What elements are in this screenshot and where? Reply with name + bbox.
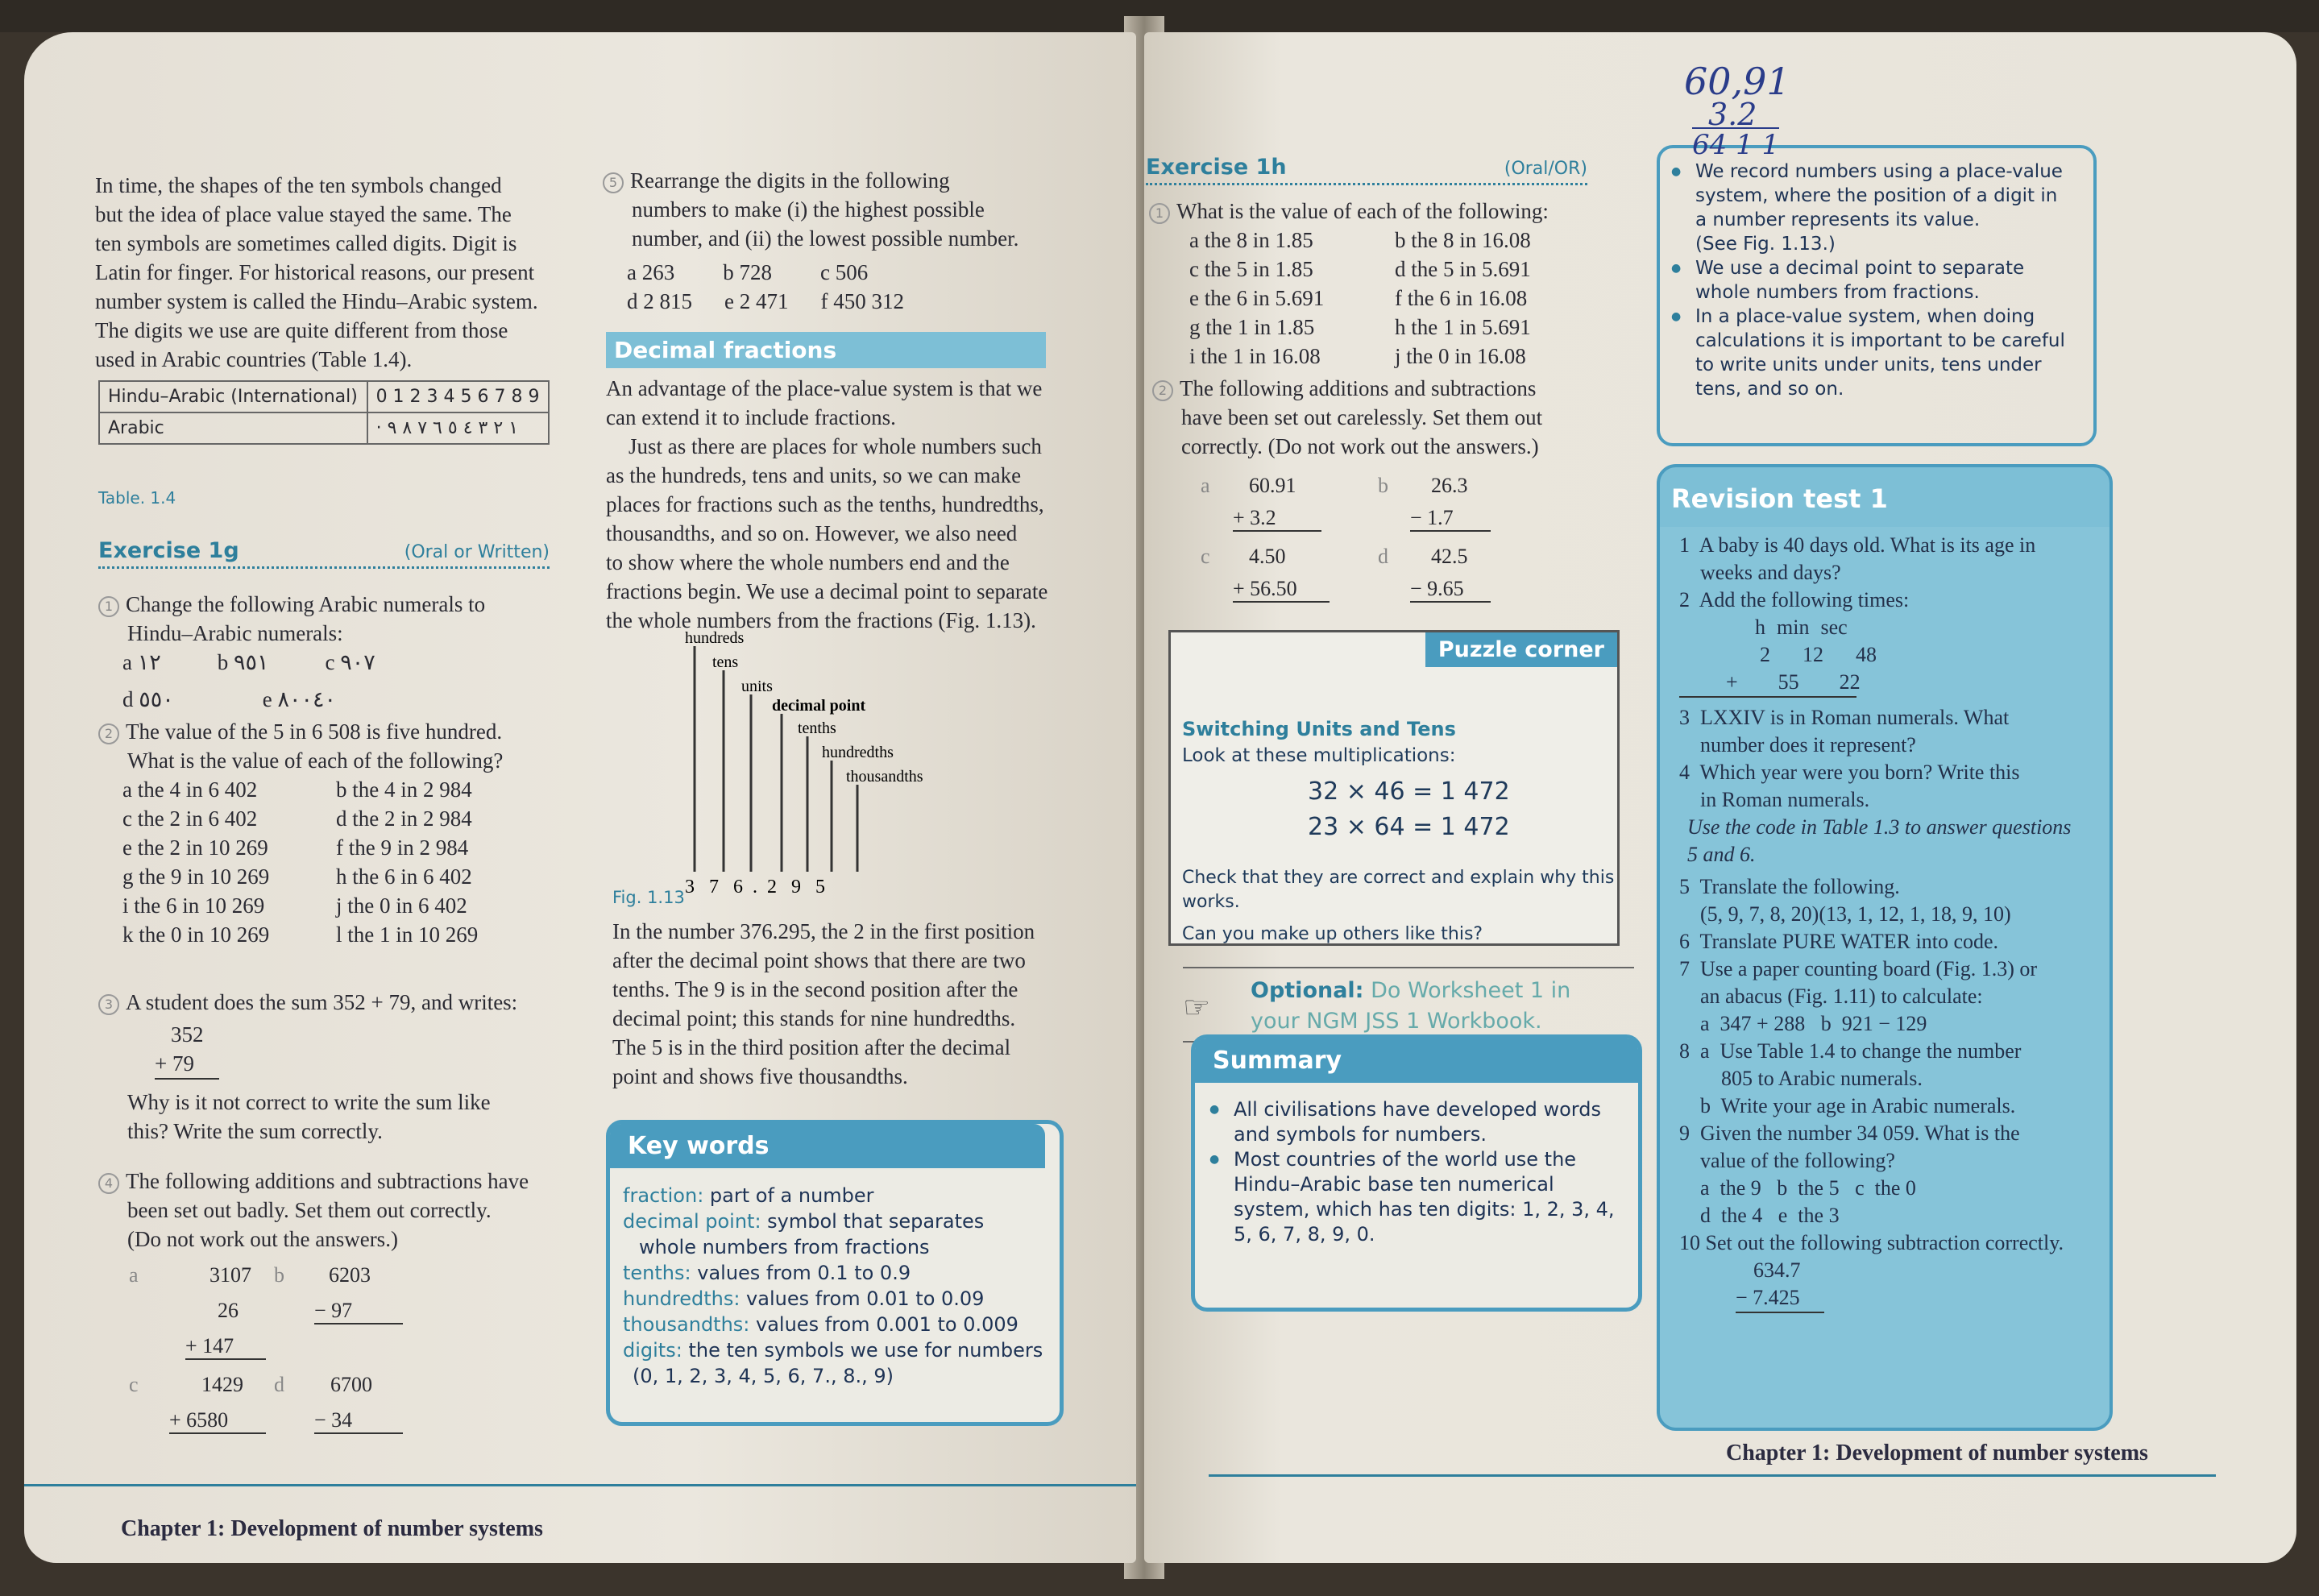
fig-label-tenths: tenths (798, 719, 836, 737)
revision-line: 2 Add the following times: (1679, 588, 1910, 611)
question-text: (Do not work out the answers.) (127, 1227, 398, 1251)
answer-item: b the 4 in 2 984 (336, 777, 472, 802)
question-number: 1 (98, 596, 119, 617)
sum-line: 3107 (209, 1263, 251, 1287)
handwritten-note: 60,91 (1684, 60, 1790, 103)
answer-item: e the 2 in 10 269 (122, 835, 268, 860)
question-text: this? Write the sum correctly. (127, 1119, 383, 1143)
answer-item: d the 5 in 5.691 (1395, 257, 1531, 281)
keyword-def: (0, 1, 2, 3, 4, 5, 6, 7., 8., 9) (633, 1365, 894, 1387)
puzzle-text: Can you make up others like this? (1182, 924, 1483, 944)
pointing-hand-icon: ☞ (1183, 989, 1211, 1025)
intro-paragraph (95, 171, 579, 374)
time-unit: h (1755, 616, 1765, 639)
exercise-title: Exercise 1g (98, 538, 239, 563)
question-1h-1 (1149, 197, 1600, 371)
keyword-def: values from 0.001 to 0.009 (749, 1313, 1018, 1336)
answer-item: e the 6 in 5.691 (1189, 286, 1325, 310)
subtraction-line: 634.7 (1753, 1258, 1801, 1282)
question-text: have been set out carelessly. Set them out (1181, 405, 1543, 429)
intro-line: used in Arabic countries (Table 1.4). (95, 347, 413, 371)
right-footer: Chapter 1: Development of number systems (1726, 1441, 2148, 1465)
time-value: 48 (1856, 643, 1877, 666)
revision-instruction: 5 and 6. (1687, 843, 1756, 866)
sum-line: 6700 (330, 1373, 372, 1396)
answer-item: f 450 312 (820, 289, 904, 313)
fig-label-hundreds: hundreds (685, 630, 745, 647)
answer-item: g the 9 in 10 269 (122, 864, 270, 889)
part-letter: a (1201, 474, 1210, 497)
revision-line: 10 Set out the following subtraction correctly. (1679, 1231, 2064, 1254)
revision-line: 9 Given the number 34 059. What is the (1679, 1121, 2020, 1145)
body-line: point and shows five thousandths. (612, 1064, 908, 1088)
table-arabic-digits: · ١ ٢ ٣ ٤ ٥ ٦ ٧ ٨ ٩ (367, 412, 549, 444)
keyword-term: decimal point: (623, 1210, 761, 1233)
revision-line: number does it represent? (1679, 733, 1916, 757)
answer-item: d ٥٥٠ (122, 687, 174, 711)
part-letter: b (274, 1263, 284, 1287)
decimal-explanation (612, 917, 1112, 1091)
answer-item: l the 1 in 10 269 (336, 922, 479, 947)
exercise-title: Exercise 1h (1146, 155, 1287, 180)
sum-line: 4.50 (1249, 545, 1286, 568)
body-line: thousandths, and so on. However, we also need (606, 521, 1018, 545)
revision-test-box (1657, 464, 2113, 1431)
answer-item: d the 2 in 2 984 (336, 806, 472, 831)
answer-item: c the 2 in 6 402 (122, 806, 258, 831)
puzzle-text: Look at these multiplications: (1182, 745, 1456, 766)
question-number: 5 (603, 172, 624, 193)
answer-item: k the 0 in 10 269 (122, 922, 270, 947)
summary-line: ● Most countries of the world use the (1234, 1148, 1577, 1171)
revision-line: an abacus (Fig. 1.11) to calculate: (1679, 985, 1983, 1008)
keyword-term: thousandths: (623, 1313, 750, 1336)
body-line: the whole numbers from the fractions (Fig. 1.13). (606, 608, 1036, 632)
notes-box (1657, 145, 2097, 446)
revision-line: 7 Use a paper counting board (Fig. 1.3) or (1679, 957, 2038, 980)
body-line: after the decimal point shows that there are two (612, 948, 1026, 972)
summary-line: Hindu–Arabic base ten numerical (1234, 1173, 1554, 1196)
exercise-tag: (Oral or Written) (404, 542, 550, 562)
optional-text: Do Worksheet 1 in (1363, 978, 1571, 1003)
revision-line: in Roman numerals. (1679, 788, 1870, 811)
decimal-fractions-heading: Decimal fractions (606, 332, 1046, 368)
summary-box (1191, 1034, 1642, 1312)
revision-line: 805 to Arabic numerals. (1679, 1067, 1923, 1090)
summary-item (1209, 1097, 1627, 1147)
body-line: as the hundreds, tens and units, so we can make (606, 463, 1022, 487)
question-number: 2 (98, 723, 119, 744)
time-value: 12 (1803, 643, 1823, 666)
key-words-box (606, 1120, 1064, 1426)
puzzle-equation: 23 × 64 = 1 472 (1308, 813, 1510, 841)
numeral-table (98, 380, 550, 445)
handwritten-note: 3.2 (1708, 97, 1757, 132)
summary-line: 5, 6, 7, 8, 9, 0. (1234, 1223, 1375, 1246)
keyword-def: whole numbers from fractions (639, 1236, 930, 1258)
question-text: A student does the sum 352 + 79, and writes: (126, 990, 518, 1014)
fig-digits: 3 7 6 . 2 9 5 (685, 877, 825, 896)
intro-line: The digits we use are quite different from those (95, 318, 508, 342)
part-letter: c (1201, 545, 1210, 568)
times-row (1679, 669, 1861, 698)
keyword-term: hundredths: (623, 1287, 741, 1310)
q2h-part-a (1201, 474, 1378, 529)
puzzle-instructions (1182, 866, 1614, 947)
handwritten-note: 64 1 1 (1692, 129, 1780, 161)
q2h-part-b (1378, 474, 1555, 529)
revision-test-title: Revision test 1 (1671, 483, 1888, 514)
keyword-def: values from 0.01 to 0.09 (740, 1287, 985, 1310)
body-line: to show where the whole numbers end and the (606, 550, 1010, 574)
summary-line: and symbols for numbers. (1234, 1123, 1487, 1146)
revision-line: weeks and days? (1679, 561, 1841, 584)
answer-item: b ٩٥١ (217, 650, 269, 674)
time-value: 55 (1778, 670, 1799, 694)
answer-item: e ٨٠٠٤٠ (262, 687, 337, 711)
note-line: tens, and so on. (1695, 379, 1844, 400)
time-unit: sec (1820, 616, 1848, 639)
table-hindu-arabic-digits: 0 1 2 3 4 5 6 7 8 9 (367, 381, 549, 412)
q4-part-d (274, 1373, 483, 1432)
fig-label-tens: tens (712, 653, 739, 671)
body-line: places for fractions such as the tenths, hundredths, (606, 492, 1044, 516)
decimal-text (606, 374, 1106, 635)
right-page (1144, 32, 2296, 1563)
fig-label-thousandths: thousandths (846, 768, 923, 786)
answer-item: i the 6 in 10 269 (122, 893, 265, 918)
answer-item: h the 6 in 6 402 (336, 864, 472, 889)
question-text: been set out badly. Set them out correctly. (127, 1198, 492, 1222)
times-header (1679, 614, 2114, 641)
sum-line: − 1.7 (1410, 506, 1491, 532)
answer-item: a ١٢ (122, 650, 161, 674)
sum-line: + 56.50 (1233, 577, 1330, 603)
question-text: Rearrange the digits in the following (630, 168, 950, 193)
answer-item: b 728 (723, 260, 772, 284)
intro-line: ten symbols are sometimes called digits. Digit is (95, 231, 517, 255)
question-1 (98, 590, 582, 714)
key-words-list (610, 1168, 1060, 1389)
puzzle-corner-title: Puzzle corner (1425, 632, 1617, 667)
sum-line: − 34 (314, 1408, 403, 1434)
puzzle-equation: 32 × 46 = 1 472 (1308, 777, 1510, 806)
sum-line: 352 (171, 1022, 204, 1047)
sum-line: + 6580 (169, 1408, 266, 1434)
answer-item: i the 1 in 16.08 (1189, 344, 1321, 368)
summary-list (1195, 1083, 1638, 1247)
note-line: whole numbers from fractions. (1695, 282, 1980, 303)
question-4 (98, 1167, 598, 1254)
question-text: Why is it not correct to write the sum like (127, 1090, 491, 1114)
sum-line: 26 (218, 1299, 239, 1322)
sum-line: + 79 (155, 1049, 219, 1080)
answer-item: a 263 (627, 260, 675, 284)
q4-part-b (274, 1263, 483, 1322)
answer-item: h the 1 in 5.691 (1395, 315, 1531, 339)
times-row (1679, 641, 2114, 669)
revision-line: a 347 + 288 b 921 − 129 (1679, 1012, 1927, 1035)
figure-caption: Fig. 1.13 (612, 888, 685, 907)
left-footer: Chapter 1: Development of number systems (121, 1516, 543, 1541)
revision-line: 5 Translate the following. (1679, 875, 1900, 898)
revision-line: 3 LXXIV is in Roman numerals. What (1679, 706, 2010, 729)
question-2 (98, 717, 582, 949)
exercise-tag: (Oral/OR) (1504, 159, 1587, 179)
keyword-def: the ten symbols we use for numbers (682, 1339, 1043, 1362)
key-words-title: Key words (610, 1124, 1045, 1168)
question-number: 4 (98, 1173, 119, 1194)
question-text: number, and (ii) the lowest possible number. (632, 226, 1019, 251)
revision-line: 1 A baby is 40 days old. What is its age in (1679, 533, 2036, 557)
question-text: correctly. (Do not work out the answers.) (1181, 434, 1539, 458)
time-value: + (1726, 670, 1738, 694)
keyword-def: symbol that separates (761, 1210, 985, 1233)
time-value: 2 (1760, 643, 1770, 666)
question-text: numbers to make (i) the highest possible (632, 197, 985, 222)
note-line: a number represents its value. (1695, 209, 1981, 230)
question-text: The following additions and subtractions have (126, 1169, 529, 1193)
answer-item: f the 9 in 2 984 (336, 835, 469, 860)
intro-line: Latin for finger. For historical reasons, our present (95, 260, 535, 284)
part-letter: d (274, 1373, 284, 1396)
question-number: 1 (1149, 203, 1170, 224)
keyword-term: fraction: (623, 1184, 704, 1207)
question-text: The following additions and subtractions (1180, 376, 1537, 400)
body-line: tenths. The 9 is in the second position after the (612, 977, 1018, 1001)
part-letter: d (1378, 545, 1388, 568)
time-unit: min (1777, 616, 1810, 639)
answer-item: f the 6 in 16.08 (1395, 286, 1528, 310)
sum-line: + 147 (185, 1334, 266, 1360)
question-number: 2 (1152, 380, 1173, 401)
keyword-term: digits: (623, 1339, 682, 1362)
keyword-term: tenths: (623, 1262, 691, 1284)
note-line: to write units under units, tens under (1695, 354, 2042, 375)
sum-line: − 97 (314, 1299, 403, 1324)
question-text: The value of the 5 in 6 508 is five hundred. (126, 719, 503, 744)
part-letter: b (1378, 474, 1388, 497)
note-line: ● We record numbers using a place-value (1695, 161, 2063, 182)
optional-label: Optional: (1251, 978, 1364, 1003)
optional-worksheet (1183, 967, 1634, 1043)
summary-title: Summary (1195, 1038, 1638, 1083)
footer-rule (24, 1484, 1136, 1486)
puzzle-corner-box (1168, 630, 1620, 946)
body-line: The 5 is in the third position after the decimal (612, 1035, 1011, 1059)
answer-item: e 2 471 (724, 289, 789, 313)
note-line: calculations it is important to be careful (1695, 330, 2065, 351)
body-line: An advantage of the place-value system is that we (606, 376, 1043, 400)
answer-item: a the 8 in 1.85 (1189, 228, 1313, 252)
question-text: What is the value of each of the following: (1176, 199, 1549, 223)
body-line: Just as there are places for whole numbers such (628, 434, 1042, 458)
part-letter: a (129, 1263, 139, 1287)
q2h-part-d (1378, 545, 1555, 600)
keyword-def: part of a number (703, 1184, 874, 1207)
time-value: 22 (1839, 670, 1861, 694)
sum-line: + 3.2 (1233, 506, 1321, 532)
table-label-arabic: Arabic (99, 412, 367, 444)
intro-line: number system is called the Hindu–Arabic system. (95, 289, 538, 313)
body-line: can extend it to include fractions. (606, 405, 896, 429)
question-5 (603, 166, 1102, 316)
q2-items (98, 775, 550, 949)
intro-line: but the idea of place value stayed the same. The (95, 202, 512, 226)
answer-item: c 506 (819, 260, 869, 284)
answer-item: d 2 815 (627, 289, 692, 313)
note-item (1671, 160, 2082, 256)
left-page (24, 32, 1136, 1563)
note-line: ● In a place-value system, when doing (1695, 306, 2035, 327)
subtraction-line: − 7.425 (1736, 1284, 1824, 1313)
body-line: fractions begin. We use a decimal point to separate (606, 579, 1048, 603)
answer-item: j the 0 in 16.08 (1395, 344, 1526, 368)
revision-line: value of the following? (1679, 1149, 1895, 1172)
q2h-part-c (1201, 545, 1378, 600)
question-text: Change the following Arabic numerals to (126, 592, 486, 616)
sum-line: 6203 (329, 1263, 371, 1287)
fig-label-decimal-point: decimal point (772, 697, 866, 715)
q1h-items (1149, 226, 1600, 371)
fig-label-units: units (741, 678, 773, 695)
answer-item: c ٩٠٧ (325, 650, 375, 674)
table-label-hindu-arabic: Hindu–Arabic (International) (99, 381, 367, 412)
revision-questions (1679, 532, 2114, 1313)
fig-label-hundredths: hundredths (822, 744, 894, 761)
revision-line: 4 Which year were you born? Write this (1679, 761, 2020, 784)
part-letter: c (129, 1373, 139, 1396)
question-number: 3 (98, 994, 119, 1015)
sum-line: 1429 (201, 1373, 243, 1396)
answer-item: j the 0 in 6 402 (336, 893, 467, 918)
note-line: ● We use a decimal point to separate (1695, 258, 2025, 279)
answer-item: g the 1 in 1.85 (1189, 315, 1315, 339)
question-3 (98, 988, 598, 1146)
puzzle-subtitle: Switching Units and Tens (1182, 718, 1456, 740)
summary-line: system, which has ten digits: 1, 2, 3, 4, (1234, 1198, 1615, 1221)
note-line: system, where the position of a digit in (1695, 185, 2058, 206)
exercise-1h-header (1146, 155, 1587, 185)
answer-item: b the 8 in 16.08 (1395, 228, 1531, 252)
footer-rule (1209, 1474, 2216, 1477)
revision-instruction: Use the code in Table 1.3 to answer questions (1687, 815, 2072, 839)
place-value-figure (685, 630, 1023, 896)
revision-line: 6 Translate PURE WATER into code. (1679, 930, 1999, 953)
sum-line: 26.3 (1431, 474, 1468, 497)
keyword-def: values from 0.1 to 0.9 (691, 1262, 911, 1284)
exercise-1g-header (98, 538, 550, 569)
sum-line: − 9.65 (1410, 577, 1491, 603)
question-1h-2 (1152, 374, 1603, 461)
revision-line: (5, 9, 7, 8, 20)(13, 1, 12, 1, 18, 9, 10) (1679, 902, 2011, 926)
note-item (1671, 305, 2082, 401)
summary-item (1209, 1147, 1627, 1247)
answer-item: c the 5 in 1.85 (1189, 257, 1313, 281)
note-item (1671, 256, 2082, 305)
intro-line: In time, the shapes of the ten symbols changed (95, 173, 502, 197)
revision-line: b Write your age in Arabic numerals. (1679, 1094, 2016, 1117)
puzzle-text: Check that they are correct and explain why this (1182, 868, 1615, 888)
sum-line: 60.91 (1249, 474, 1296, 497)
note-line: (See Fig. 1.13.) (1695, 234, 1836, 255)
revision-line: d the 4 e the 3 (1679, 1204, 1840, 1227)
revision-line: a the 9 b the 5 c the 0 (1679, 1176, 1916, 1200)
table-caption: Table. 1.4 (98, 488, 176, 508)
body-line: decimal point; this stands for nine hundredths. (612, 1006, 1016, 1030)
summary-line: ● All civilisations have developed words (1234, 1098, 1601, 1121)
puzzle-text: works. (1182, 892, 1240, 912)
question-text: Hindu–Arabic numerals: (127, 621, 343, 645)
body-line: In the number 376.295, the 2 in the first position (612, 919, 1035, 943)
optional-text: your NGM JSS 1 Workbook. (1251, 1009, 1542, 1034)
revision-line: 8 a Use Table 1.4 to change the number (1679, 1039, 2022, 1063)
answer-item: a the 4 in 6 402 (122, 777, 258, 802)
question-text: What is the value of each of the following? (127, 748, 504, 773)
sum-line: 42.5 (1431, 545, 1468, 568)
